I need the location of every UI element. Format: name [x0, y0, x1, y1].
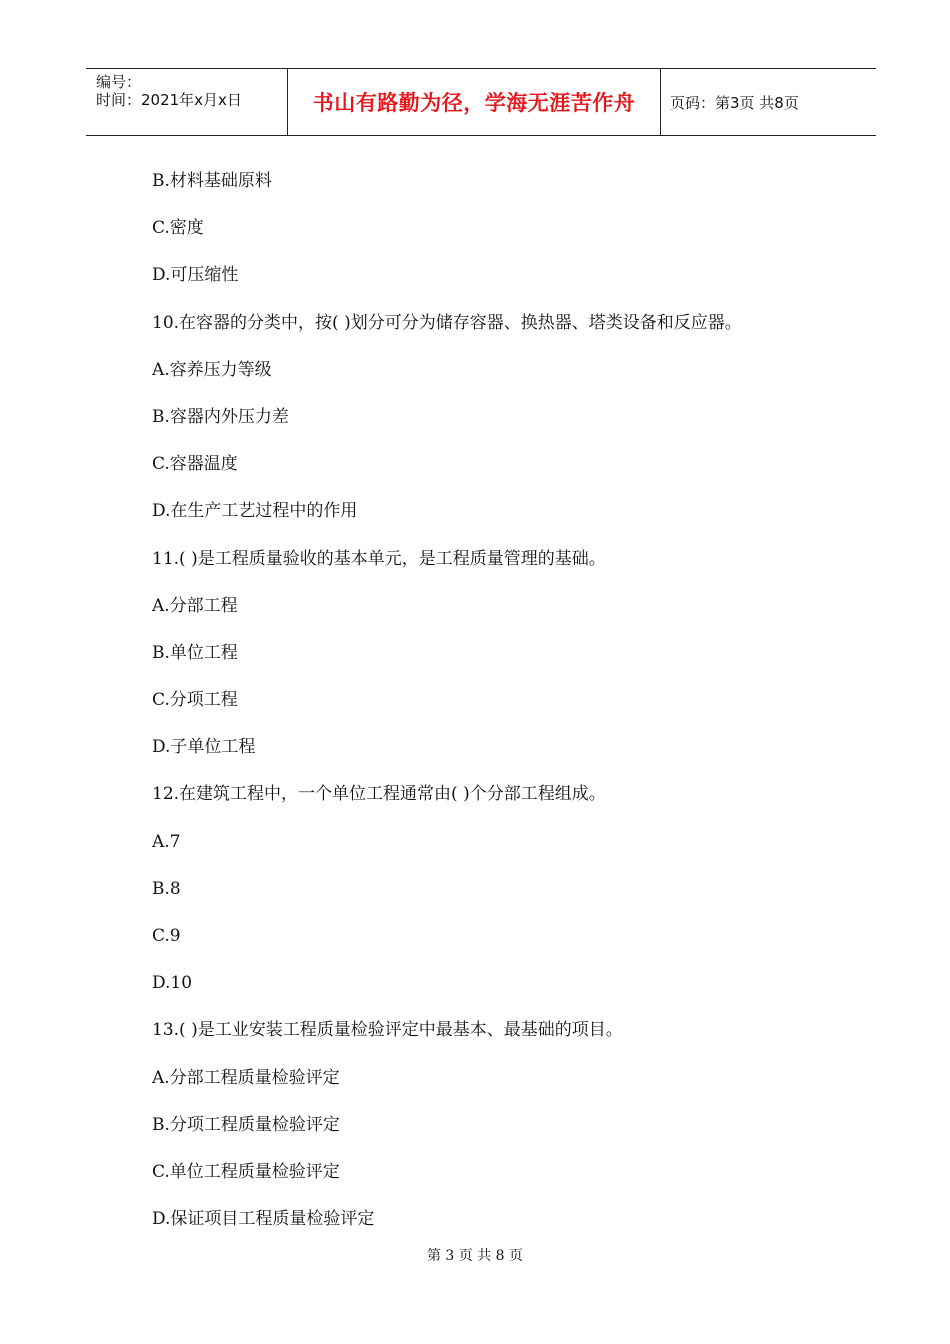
page-header — [86, 68, 876, 136]
question-10: 10.在容器的分类中，按( )划分可分为储存容器、换热器、塔类设备和反应器。 — [152, 312, 742, 333]
option-line: A.7 — [152, 831, 181, 852]
question-12: 12.在建筑工程中，一个单位工程通常由( )个分部工程组成。 — [152, 784, 606, 805]
document-body — [152, 166, 852, 1251]
option-line: D.10 — [152, 973, 193, 994]
option-line: C.分项工程 — [152, 690, 238, 711]
option-line: D.子单位工程 — [152, 737, 256, 758]
option-line: D.在生产工艺过程中的作用 — [152, 501, 358, 522]
text-line: B.材料基础原料 — [152, 171, 272, 191]
page-footer: 第 3 页 共 8 页 — [426, 1248, 524, 1264]
option-line: D.保证项目工程质量检验评定 — [152, 1209, 375, 1230]
option-line: A.分部工程质量检验评定 — [152, 1067, 340, 1088]
option-line: C.单位工程质量检验评定 — [152, 1161, 340, 1182]
option-line: B.单位工程 — [152, 642, 238, 663]
document-code-label: 编号： — [96, 73, 142, 91]
option-line: C.9 — [152, 926, 181, 946]
option-line: B.8 — [152, 878, 181, 899]
question-13: 13.( )是工业安装工程质量检验评定中最基本、最基础的项目。 — [152, 1020, 623, 1041]
text-line: C.密度 — [152, 218, 204, 239]
option-line: C.容器温度 — [152, 454, 238, 475]
option-line: B.分项工程质量检验评定 — [152, 1114, 340, 1135]
option-line: B.容器内外压力差 — [152, 406, 289, 427]
header-divider — [660, 69, 661, 135]
header-page-info: 页码：第3页 共8页 — [670, 93, 799, 112]
question-11: 11.( )是工程质量验收的基本单元，是工程质量管理的基础。 — [152, 548, 606, 569]
text-line: D.可压缩性 — [152, 265, 239, 286]
header-motto: 书山有路勤为径，学海无涯苦作舟 — [312, 91, 636, 115]
option-line: A.容养压力等级 — [152, 359, 272, 380]
option-line: A.分部工程 — [152, 595, 238, 616]
document-time-label: 时间：2021年x月x日 — [96, 91, 242, 109]
